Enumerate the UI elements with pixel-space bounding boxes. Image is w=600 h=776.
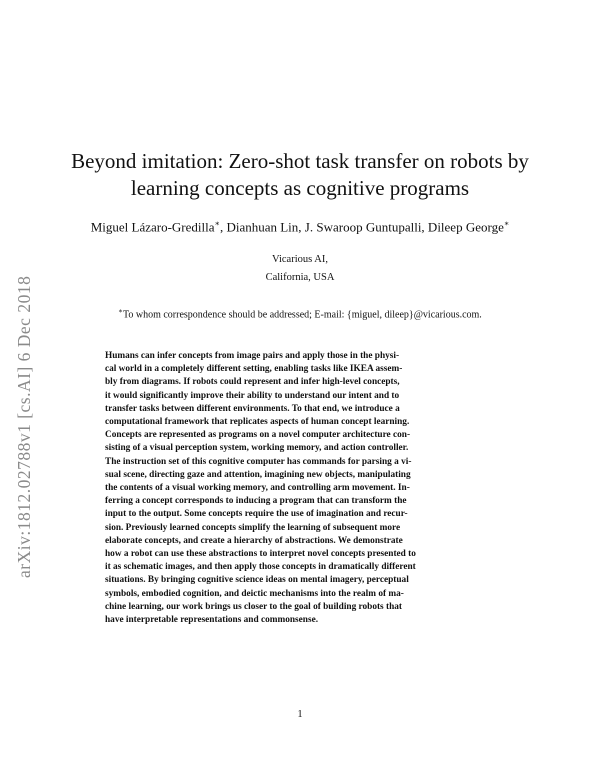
abstract-line: bly from diagrams. If robots could represent and infer high-level concepts, (105, 377, 400, 388)
affiliation-line: Vicarious AI, (272, 254, 328, 265)
correspondence-note (40, 307, 560, 320)
author-name: Miguel Lázaro-Gredilla (90, 219, 215, 235)
abstract-line: transfer tasks between different environments. To that end, we introduce a (105, 403, 400, 414)
affiliation (100, 251, 500, 287)
abstract-line: sisting of a visual perception system, working memory, and action controller. (105, 443, 409, 454)
abstract (105, 350, 495, 627)
author-name: Dianhuan Lin, J. Swaroop Guntupalli, Dileep George (226, 219, 504, 235)
abstract-line: it would significantly improve their ability to understand our intent and to (105, 390, 400, 401)
author-list (30, 219, 570, 235)
abstract-line: situations. By bringing cognitive science ideas on mental imagery, perceptual (105, 575, 409, 586)
title-line: Beyond imitation: Zero-shot task transfer on robots by (71, 149, 529, 173)
correspondence-mark: ∗ (118, 307, 123, 315)
abstract-line: Concepts are represented as programs on a novel computer architecture con- (105, 430, 411, 441)
abstract-line: Humans can infer concepts from image pairs and apply those in the physi- (105, 351, 400, 361)
arxiv-stamp: arXiv:1812.02788v1 [cs.AI] 6 Dec 2018 (14, 275, 34, 578)
author-separator: , (219, 219, 227, 235)
abstract-line: the contents of a visual working memory, and controlling arm movement. In- (105, 483, 410, 494)
abstract-line: it as schematic images, and then apply those concepts in dramatically different (105, 562, 416, 573)
abstract-line: ferring a concept corresponds to inducing a program that can transform the (105, 496, 407, 507)
page-number: 1 (297, 709, 303, 720)
abstract-line: symbols, embodied cognition, and deictic mechanisms into the realm of ma- (105, 588, 404, 599)
author-mark: ∗ (214, 219, 220, 228)
paper-title (40, 148, 560, 202)
abstract-line: how a robot can use these abstractions to interpret novel concepts presented to (105, 549, 416, 560)
abstract-line: cal world in a completely different setting, enabling tasks like IKEA assem- (105, 364, 403, 375)
correspondence-text: To whom correspondence should be addressed; E-mail: {miguel, dileep}@vicarious.com. (122, 309, 482, 321)
author-mark: ∗ (503, 219, 510, 228)
abstract-line: sion. Previously learned concepts simplify the learning of subsequent more (105, 522, 401, 533)
abstract-line: input to the output. Some concepts require the use of imagination and recur- (105, 509, 408, 520)
affiliation-line: California, USA (265, 272, 335, 283)
abstract-line: sual scene, directing gaze and attention, imagining new objects, manipulating (105, 469, 411, 480)
abstract-line: have interpretable representations and commonsense. (105, 615, 319, 626)
abstract-line: elaborate concepts, and create a hierarchy of abstractions. We demonstrate (105, 535, 403, 546)
abstract-line: The instruction set of this cognitive computer has commands for parsing a vi- (105, 456, 412, 467)
title-line: learning concepts as cognitive programs (130, 176, 470, 200)
abstract-line: chine learning, our work brings us closer to the goal of building robots that (105, 601, 403, 612)
abstract-line: computational framework that replicates aspects of human concept learning. (105, 417, 410, 428)
